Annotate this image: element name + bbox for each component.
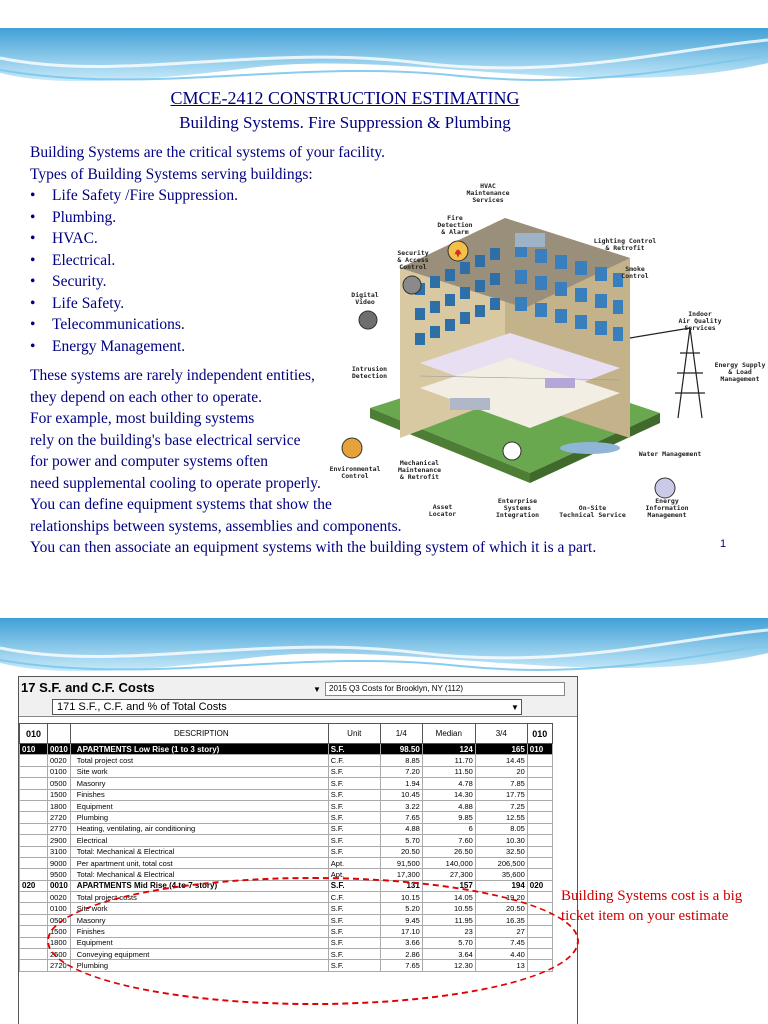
- label-energy-supply: Energy Supply & Load Management: [714, 361, 766, 383]
- header-quartile-1: 1/4: [380, 724, 422, 744]
- row-line-code: 0020: [48, 892, 71, 903]
- label-environmental-control: Environmental Control: [329, 465, 381, 480]
- row-quartile-1: 5.70: [380, 835, 422, 846]
- row-quartile-1: 8.85: [380, 755, 422, 766]
- list-item: • Life Safety /Fire Suppression.: [30, 187, 238, 204]
- row-section-code: [20, 869, 48, 880]
- table-row[interactable]: [20, 823, 553, 834]
- row-line-code: 2720: [48, 812, 71, 823]
- row-unit: Apt.: [328, 857, 380, 868]
- intro-rest: are the critical systems of your facility.: [139, 144, 385, 161]
- list-item: • Electrical.: [30, 251, 116, 269]
- row-section-code: [20, 812, 48, 823]
- label-security-access: Security & Access Control: [397, 249, 429, 271]
- row-description: APARTMENTS Mid Rise (4 to 7 story): [70, 880, 328, 891]
- row-quartile-1: 98.50: [380, 744, 422, 755]
- row-line-code: 1800: [48, 937, 71, 948]
- row-description: APARTMENTS Low Rise (1 to 3 story): [70, 744, 328, 755]
- row-line-code: 2500: [48, 949, 71, 960]
- table-row[interactable]: [20, 800, 553, 811]
- row-unit: S.F.: [328, 778, 380, 789]
- row-quartile-3: 4.40: [475, 949, 527, 960]
- row-description: Masonry: [70, 914, 328, 925]
- row-unit: S.F.: [328, 800, 380, 811]
- row-description: Equipment: [70, 800, 328, 811]
- row-quartile-3: 8.05: [475, 823, 527, 834]
- paragraph-line: For example, most building systems: [30, 410, 255, 427]
- row-quartile-3: 7.25: [475, 800, 527, 811]
- row-unit: S.F.: [328, 914, 380, 925]
- list-item: • Plumbing.: [30, 208, 117, 226]
- row-section-code-right: [527, 800, 552, 811]
- row-description: Total project costs: [70, 892, 328, 903]
- row-median: 140,000: [422, 857, 475, 868]
- row-section-code-right: [527, 835, 552, 846]
- row-quartile-1: 131: [380, 880, 422, 891]
- row-quartile-1: 17.10: [380, 926, 422, 937]
- label-onsite-technical: On-Site Technical Service: [559, 504, 626, 519]
- row-line-code: 0020: [48, 755, 71, 766]
- paragraph-line: need supplemental cooling to operate properly.: [30, 474, 321, 492]
- list-item: • HVAC.: [30, 230, 98, 247]
- row-quartile-3: 20.50: [475, 903, 527, 914]
- row-line-code: 1500: [48, 789, 71, 800]
- header-code-right: 010: [527, 724, 552, 744]
- row-section-code-right: [527, 778, 552, 789]
- label-asset-locator: Asset Locator: [428, 503, 457, 518]
- row-quartile-3: 194: [475, 880, 527, 891]
- row-section-code: [20, 778, 48, 789]
- section-dropdown-arrow-icon[interactable]: ▼: [313, 685, 321, 694]
- row-line-code: 0100: [48, 766, 71, 777]
- slide-subtitle: Building Systems. Fire Suppression & Plumbing: [179, 113, 511, 132]
- row-line-code: 9000: [48, 857, 71, 868]
- table-row[interactable]: [20, 835, 553, 846]
- row-quartile-1: 4.88: [380, 823, 422, 834]
- row-description: Finishes: [70, 789, 328, 800]
- row-quartile-1: 20.50: [380, 846, 422, 857]
- row-section-code: 010: [20, 744, 48, 755]
- row-section-code: [20, 835, 48, 846]
- row-line-code: 0010: [48, 880, 71, 891]
- row-line-code: 0100: [48, 903, 71, 914]
- list-item: • Life Safety.: [30, 294, 125, 312]
- row-unit: S.F.: [328, 823, 380, 834]
- slide-gap: [0, 566, 768, 618]
- row-section-code-right: [527, 892, 552, 903]
- row-section-code: [20, 960, 48, 971]
- row-quartile-1: 7.65: [380, 960, 422, 971]
- row-quartile-3: 20: [475, 766, 527, 777]
- row-median: 10.55: [422, 903, 475, 914]
- row-quartile-1: 1.94: [380, 778, 422, 789]
- row-section-code: [20, 914, 48, 925]
- row-unit: S.F.: [328, 846, 380, 857]
- row-line-code: 0500: [48, 778, 71, 789]
- row-section-code-right: [527, 846, 552, 857]
- row-quartile-1: 9.45: [380, 914, 422, 925]
- row-section-code: [20, 937, 48, 948]
- row-unit: S.F.: [328, 880, 380, 891]
- label-smoke-control: Smoke Control: [621, 265, 649, 280]
- row-quartile-3: 19.20: [475, 892, 527, 903]
- row-section-code-right: 020: [527, 880, 552, 891]
- chevron-down-icon[interactable]: ▼: [511, 703, 519, 712]
- row-section-code: [20, 892, 48, 903]
- section-title: 17 S.F. and C.F. Costs: [21, 680, 155, 695]
- table-row[interactable]: [20, 744, 553, 755]
- row-line-code: 0010: [48, 744, 71, 755]
- header-description: DESCRIPTION: [70, 724, 328, 744]
- row-median: 9.85: [422, 812, 475, 823]
- row-section-code-right: [527, 755, 552, 766]
- label-energy-information: Energy Information Management: [645, 497, 689, 519]
- sheet-header: [19, 677, 577, 717]
- row-median: 11.50: [422, 766, 475, 777]
- list-item: • Telecommunications.: [30, 316, 185, 333]
- row-quartile-1: 5.20: [380, 903, 422, 914]
- row-quartile-1: 3.66: [380, 937, 422, 948]
- row-description: Total: Mechanical & Electrical: [70, 846, 328, 857]
- row-median: 11.70: [422, 755, 475, 766]
- row-quartile-1: 91,500: [380, 857, 422, 868]
- row-section-code: [20, 789, 48, 800]
- cost-data-sheet: [18, 676, 578, 1024]
- slide-1: [0, 28, 768, 566]
- row-line-code: 1800: [48, 800, 71, 811]
- intro-bold-term: Building Systems: [30, 144, 140, 161]
- header-code: 010: [20, 724, 48, 744]
- row-quartile-3: 12.55: [475, 812, 527, 823]
- row-median: 27,300: [422, 869, 475, 880]
- building-systems-illustration: [330, 148, 768, 528]
- row-section-code-right: [527, 812, 552, 823]
- subsection-select[interactable]: [52, 699, 522, 715]
- row-section-code: [20, 903, 48, 914]
- row-section-code: [20, 755, 48, 766]
- row-section-code: [20, 857, 48, 868]
- row-quartile-3: 13: [475, 960, 527, 971]
- paragraph-line: for power and computer systems often: [30, 453, 269, 470]
- row-median: 3.64: [422, 949, 475, 960]
- label-intrusion-detection: Intrusion Detection: [351, 365, 388, 380]
- row-description: Conveying equipment: [70, 949, 328, 960]
- label-hvac-maintenance: HVAC Maintenance Services: [466, 182, 510, 204]
- header-median: Median: [422, 724, 475, 744]
- row-unit: S.F.: [328, 789, 380, 800]
- list-item: • Security.: [30, 273, 107, 290]
- row-median: 12.30: [422, 960, 475, 971]
- label-mechanical-maintenance: Mechanical Maintenance & Retrofit: [397, 459, 442, 481]
- row-quartile-3: 35,600: [475, 869, 527, 880]
- row-quartile-3: 16.35: [475, 914, 527, 925]
- row-median: 7.60: [422, 835, 475, 846]
- row-median: 4.88: [422, 800, 475, 811]
- row-line-code: 2900: [48, 835, 71, 846]
- paragraph-line: You can then associate an equipment systems with the building system of which it is a part.: [30, 539, 597, 556]
- row-section-code-right: [527, 869, 552, 880]
- label-enterprise-systems: Enterprise Systems Integration: [495, 497, 540, 519]
- label-water-management: Water Management: [638, 450, 702, 458]
- paragraph-line: These systems are rarely independent entities,: [30, 367, 315, 384]
- row-description: Site work: [70, 903, 328, 914]
- row-unit: S.F.: [328, 903, 380, 914]
- row-unit: S.F.: [328, 926, 380, 937]
- row-description: Total: Mechanical & Electrical: [70, 869, 328, 880]
- paragraph-line: rely on the building's base electrical service: [30, 431, 301, 449]
- row-quartile-1: 3.22: [380, 800, 422, 811]
- row-line-code: 2720: [48, 960, 71, 971]
- row-line-code: 2770: [48, 823, 71, 834]
- row-unit: S.F.: [328, 812, 380, 823]
- table-row[interactable]: [20, 766, 553, 777]
- row-unit: S.F.: [328, 949, 380, 960]
- row-description: Total project cost: [70, 755, 328, 766]
- building-systems-list: [30, 185, 238, 357]
- row-median: 14.05: [422, 892, 475, 903]
- row-median: 124: [422, 744, 475, 755]
- row-section-code: [20, 766, 48, 777]
- row-section-code-right: [527, 857, 552, 868]
- row-median: 4.78: [422, 778, 475, 789]
- row-unit: Apt.: [328, 869, 380, 880]
- row-median: 23: [422, 926, 475, 937]
- slide-2: [0, 618, 768, 1024]
- row-unit: S.F.: [328, 766, 380, 777]
- row-description: Plumbing: [70, 812, 328, 823]
- callout-note: Building Systems cost is a big ticket item on your estimate: [561, 888, 743, 924]
- row-description: Finishes: [70, 926, 328, 937]
- row-quartile-1: 17,300: [380, 869, 422, 880]
- highlight-dashed-ellipse: [47, 877, 579, 1005]
- row-median: 157: [422, 880, 475, 891]
- row-quartile-3: 14.45: [475, 755, 527, 766]
- row-quartile-3: 165: [475, 744, 527, 755]
- row-unit: S.F.: [328, 937, 380, 948]
- table-row[interactable]: [20, 846, 553, 857]
- subsection-select-label: 171 S.F., C.F. and % of Total Costs: [57, 701, 227, 713]
- row-median: 6: [422, 823, 475, 834]
- label-indoor-air-quality: Indoor Air Quality Services: [678, 310, 722, 332]
- row-description: Heating, ventilating, air conditioning: [70, 823, 328, 834]
- row-section-code: [20, 846, 48, 857]
- row-section-code: [20, 949, 48, 960]
- row-median: 11.95: [422, 914, 475, 925]
- row-section-code-right: 010: [527, 744, 552, 755]
- table-row[interactable]: [20, 812, 553, 823]
- row-quartile-1: 10.45: [380, 789, 422, 800]
- slide-title: CMCE-2412 CONSTRUCTION ESTIMATING: [170, 88, 520, 108]
- row-quartile-1: 2.86: [380, 949, 422, 960]
- row-unit: C.F.: [328, 892, 380, 903]
- paragraph-line: relationships between systems, assemblies and components.: [30, 517, 402, 535]
- row-description: Electrical: [70, 835, 328, 846]
- label-lighting-control: Lighting Control & Retrofit: [593, 237, 657, 252]
- table-row[interactable]: [20, 857, 553, 868]
- row-median: 26.50: [422, 846, 475, 857]
- header-quartile-3: 3/4: [475, 724, 527, 744]
- paragraph-line: You can define equipment systems that show the: [30, 496, 332, 513]
- row-quartile-1: 7.20: [380, 766, 422, 777]
- row-description: Equipment: [70, 937, 328, 948]
- row-quartile-3: 7.85: [475, 778, 527, 789]
- page-number: 1: [720, 538, 727, 550]
- row-unit: S.F.: [328, 960, 380, 971]
- row-median: 5.70: [422, 937, 475, 948]
- row-section-code: 020: [20, 880, 48, 891]
- row-section-code-right: [527, 823, 552, 834]
- row-description: Plumbing: [70, 960, 328, 971]
- row-line-code: 3100: [48, 846, 71, 857]
- row-section-code: [20, 800, 48, 811]
- row-quartile-1: 7.65: [380, 812, 422, 823]
- cost-source-select[interactable]: 2015 Q3 Costs for Brooklyn, NY (112): [325, 682, 565, 696]
- label-digital-video: Digital Video: [351, 291, 379, 306]
- row-quartile-3: 206,500: [475, 857, 527, 868]
- row-section-code: [20, 823, 48, 834]
- table-header-row: [20, 724, 553, 744]
- list-item: • Energy Management.: [30, 337, 186, 355]
- row-unit: S.F.: [328, 835, 380, 846]
- table-row[interactable]: [20, 755, 553, 766]
- row-description: Site work: [70, 766, 328, 777]
- row-quartile-3: 17.75: [475, 789, 527, 800]
- row-median: 14.30: [422, 789, 475, 800]
- paragraph-line: they depend on each other to operate.: [30, 388, 262, 406]
- row-section-code: [20, 926, 48, 937]
- row-quartile-3: 27: [475, 926, 527, 937]
- row-line-code: 9500: [48, 869, 71, 880]
- row-description: Per apartment unit, total cost: [70, 857, 328, 868]
- row-quartile-1: 10.15: [380, 892, 422, 903]
- row-line-code: 0500: [48, 914, 71, 925]
- row-line-code: 1500: [48, 926, 71, 937]
- table-row[interactable]: [20, 778, 553, 789]
- intro-line-2: Types of Building Systems serving buildings:: [30, 165, 313, 183]
- table-row[interactable]: [20, 789, 553, 800]
- row-unit: C.F.: [328, 755, 380, 766]
- row-quartile-3: 7.45: [475, 937, 527, 948]
- header-unit: Unit: [328, 724, 380, 744]
- row-description: Masonry: [70, 778, 328, 789]
- row-quartile-3: 32.50: [475, 846, 527, 857]
- row-section-code-right: [527, 766, 552, 777]
- label-fire-detection: Fire Detection & Alarm: [437, 214, 473, 236]
- row-unit: S.F.: [328, 744, 380, 755]
- row-quartile-3: 10.30: [475, 835, 527, 846]
- row-section-code-right: [527, 789, 552, 800]
